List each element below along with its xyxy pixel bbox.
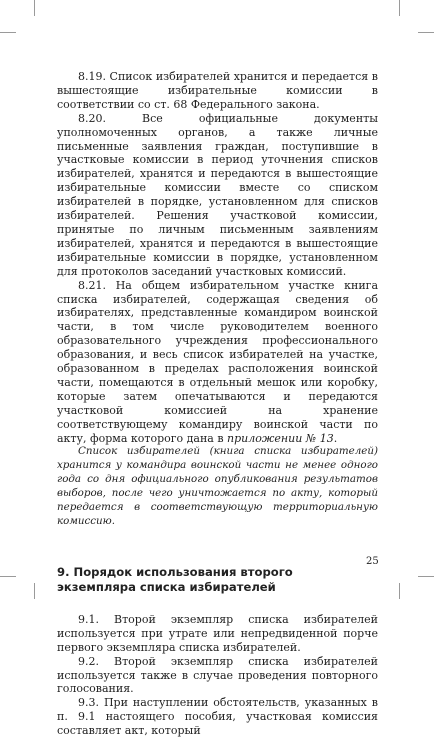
paragraph-9-2: 9.2. Второй экземпляр списка избирателей используется также в случае проведения повторного голосования. bbox=[57, 654, 378, 696]
crop-mark bbox=[0, 576, 16, 577]
paragraph-8-21-end: . bbox=[333, 431, 338, 445]
page-content bbox=[57, 70, 378, 738]
italic-note: Список избирателей (книга списка избирателей) хранится у командира воинской части не менее одного года со дня официального опубликования результатов выборов, после чего уничтожается по акту, который передается в соответствующую территориальную комиссию. bbox=[57, 445, 378, 527]
crop-mark bbox=[399, 0, 400, 16]
crop-mark bbox=[399, 583, 400, 599]
crop-mark bbox=[0, 32, 16, 33]
crop-mark bbox=[418, 576, 434, 577]
crop-mark bbox=[34, 583, 35, 599]
paragraph-9-3: 9.3. При наступлении обстоятельств, указанных в п. 9.1 настоящего пособия, участковая комиссия составляет акт, который bbox=[57, 696, 378, 738]
appendix-reference: приложении № 13 bbox=[227, 431, 334, 445]
paragraph-9-1: 9.1. Второй экземпляр списка избирателей используется при утрате или непредвиденной порче первого экземпляра списка избирателей. bbox=[57, 612, 378, 654]
crop-mark bbox=[418, 32, 434, 33]
paragraph-8-21 bbox=[57, 279, 378, 446]
page-number: 25 bbox=[366, 556, 379, 567]
paragraph-8-21-text: 8.21. На общем избирательном участке книга списка избирателей, содержащая сведения об избирателях, представленные командиром воинской части, в том числе руководителем военного образовательного учреждения профессионального образования, и весь список избирателей на участке, образованном в пределах расположения воинской части, помещаются в отдельный мешок или коробку, которые затем опечатываются и передаются участковой комиссией на хранение соответствующему командиру воинской части по акту, форма которого дана в bbox=[57, 278, 378, 445]
crop-mark bbox=[34, 0, 35, 16]
paragraph-8-19: 8.19. Список избирателей хранится и передается в вышестоящие избирательные комиссии в соответствии со ст. 68 Федерального закона. bbox=[57, 70, 378, 111]
section-heading: 9. Порядок использования второго экземпляра списка избирателей bbox=[57, 564, 293, 594]
paragraph-8-20: 8.20. Все официальные документы уполномоченных органов, а также личные письменные заявления граждан, поступившие в участковые комиссии в период уточнения списков избирателей, хранятся и передаются в вышестоящие избирательные комиссии вместе со списком избирателей в порядке, установленном для списков избирателей. Решения участковой комиссии, принятые по личным письменным заявлениям избирателей, хранятся и передаются в вышестоящие избирательные комиссии в порядке, установленном для протоколов заседаний участковых комиссий. bbox=[57, 111, 378, 278]
